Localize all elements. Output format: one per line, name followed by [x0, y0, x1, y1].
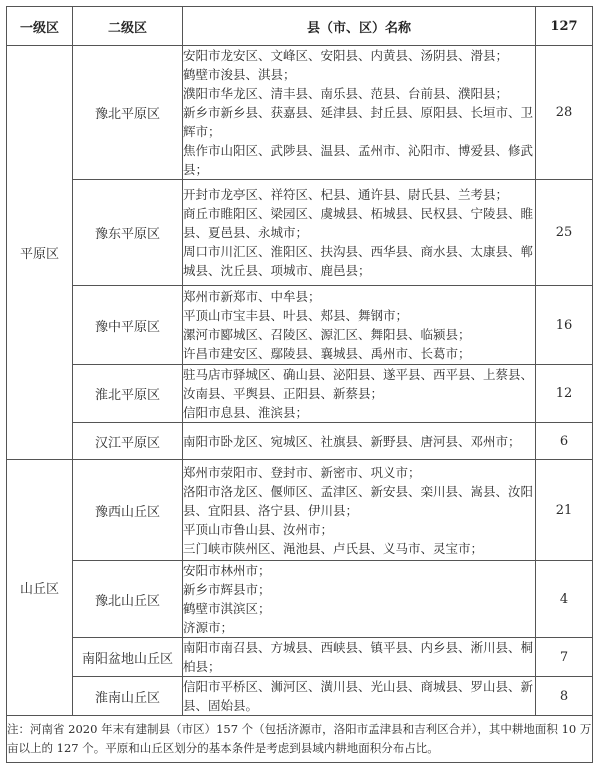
level1-zone-plain: 平原区	[7, 46, 73, 460]
level2-zone: 淮南山丘区	[73, 677, 183, 716]
county-list	[183, 677, 536, 716]
county-line: 新乡市辉县市；	[183, 582, 271, 597]
note-row	[7, 716, 593, 763]
county-line: 周口市川汇区、淮阳区、扶沟县、西华县、商水县、太康县、郸城县、沈丘县、项城市、鹿邑县；	[183, 244, 534, 278]
county-line: 驻马店市驿城区、确山县、泌阳县、遂平县、西平县、上蔡县、汝南县、平舆县、正阳县、新蔡县；	[183, 367, 534, 401]
county-count: 16	[536, 286, 593, 365]
county-list	[183, 286, 536, 365]
county-list	[183, 180, 536, 286]
county-line: 安阳市龙安区、文峰区、安阳县、内黄县、汤阴县、滑县；	[183, 48, 509, 63]
county-count: 21	[536, 460, 593, 561]
county-line: 郑州市新郑市、中牟县；	[183, 289, 321, 304]
county-line: 濮阳市华龙区、清丰县、南乐县、范县、台前县、濮阳县；	[183, 86, 509, 101]
table-row	[7, 365, 593, 423]
level1-zone-hilly: 山丘区	[7, 460, 73, 716]
county-list	[183, 365, 536, 423]
county-line: 平顶山市宝丰县、叶县、郏县、舞钢市；	[183, 308, 409, 323]
table-row	[7, 423, 593, 460]
county-line: 商丘市睢阳区、梁园区、虞城县、柘城县、民权县、宁陵县、睢县、夏邑县、永城市；	[183, 206, 534, 240]
county-list	[183, 46, 536, 180]
table-row	[7, 286, 593, 365]
county-list	[183, 638, 536, 677]
table-row	[7, 46, 593, 180]
county-line: 鹤壁市浚县、淇县；	[183, 67, 296, 82]
header-level1: 一级区	[7, 7, 73, 46]
county-line: 洛阳市洛龙区、偃师区、孟津区、新安县、栾川县、嵩县、汝阳县、宜阳县、洛宁县、伊川县；	[183, 483, 534, 518]
county-line: 新乡市新乡县、获嘉县、延津县、封丘县、原阳县、长垣市、卫辉市；	[183, 105, 534, 139]
table-row	[7, 460, 593, 561]
county-line: 济源市；	[183, 620, 234, 635]
county-list	[183, 460, 536, 561]
county-line: 许昌市建安区、鄢陵县、襄城县、禹州市、长葛市；	[183, 346, 471, 361]
county-zoning-table	[6, 6, 593, 763]
county-line: 信阳市息县、淮滨县；	[183, 405, 309, 420]
level2-zone: 豫西山丘区	[73, 460, 183, 561]
county-count: 25	[536, 180, 593, 286]
level2-zone: 汉江平原区	[73, 423, 183, 460]
table-row	[7, 677, 593, 716]
county-count: 6	[536, 423, 593, 460]
header-level2: 二级区	[73, 7, 183, 46]
county-line: 郑州市荥阳市、登封市、新密市、巩义市；	[183, 464, 421, 480]
level2-zone: 南阳盆地山丘区	[73, 638, 183, 677]
county-line: 焦作市山阳区、武陟县、温县、孟州市、沁阳市、博爱县、修武县；	[183, 143, 534, 177]
county-line: 三门峡市陕州区、渑池县、卢氏县、义马市、灵宝市；	[183, 540, 484, 556]
county-count: 7	[536, 638, 593, 677]
county-count: 4	[536, 561, 593, 638]
county-line: 开封市龙亭区、祥符区、杞县、通许县、尉氏县、兰考县；	[183, 187, 509, 202]
table-row	[7, 561, 593, 638]
level2-zone: 淮北平原区	[73, 365, 183, 423]
county-line: 平顶山市鲁山县、汝州市；	[183, 521, 334, 537]
table-note: 注：河南省 2020 年末有建制县（市区）157 个（包括济源市，洛阳市孟津县和吉利区合并），其中耕地面积 10 万亩以上的 127 个。平原和山丘区划分的基本条件是考虑到县域内耕地面积分布占比。	[7, 716, 593, 763]
county-line: 漯河市郾城区、召陵区、源汇区、舞阳县、临颍县；	[183, 327, 471, 342]
level2-zone: 豫东平原区	[73, 180, 183, 286]
table-row	[7, 180, 593, 286]
level2-zone: 豫北平原区	[73, 46, 183, 180]
level2-zone: 豫北山丘区	[73, 561, 183, 638]
county-count: 8	[536, 677, 593, 716]
county-list	[183, 423, 536, 460]
county-line: 南阳市南召县、方城县、西峡县、镇平县、内乡县、淅川县、桐柏县；	[183, 640, 534, 674]
county-count: 12	[536, 365, 593, 423]
county-list	[183, 561, 536, 638]
header-total-count: 127	[536, 7, 593, 46]
level2-zone: 豫中平原区	[73, 286, 183, 365]
county-line: 安阳市林州市；	[183, 563, 271, 578]
county-line: 南阳市卧龙区、宛城区、社旗县、新野县、唐河县、邓州市；	[183, 433, 521, 449]
county-line: 鹤壁市淇滨区；	[183, 601, 271, 616]
county-line: 信阳市平桥区、浉河区、潢川县、光山县、商城县、罗山县、新县、固始县。	[183, 679, 534, 713]
county-count: 28	[536, 46, 593, 180]
header-county-names: 县（市、区）名称	[183, 7, 536, 46]
table-row	[7, 638, 593, 677]
header-row	[7, 7, 593, 46]
